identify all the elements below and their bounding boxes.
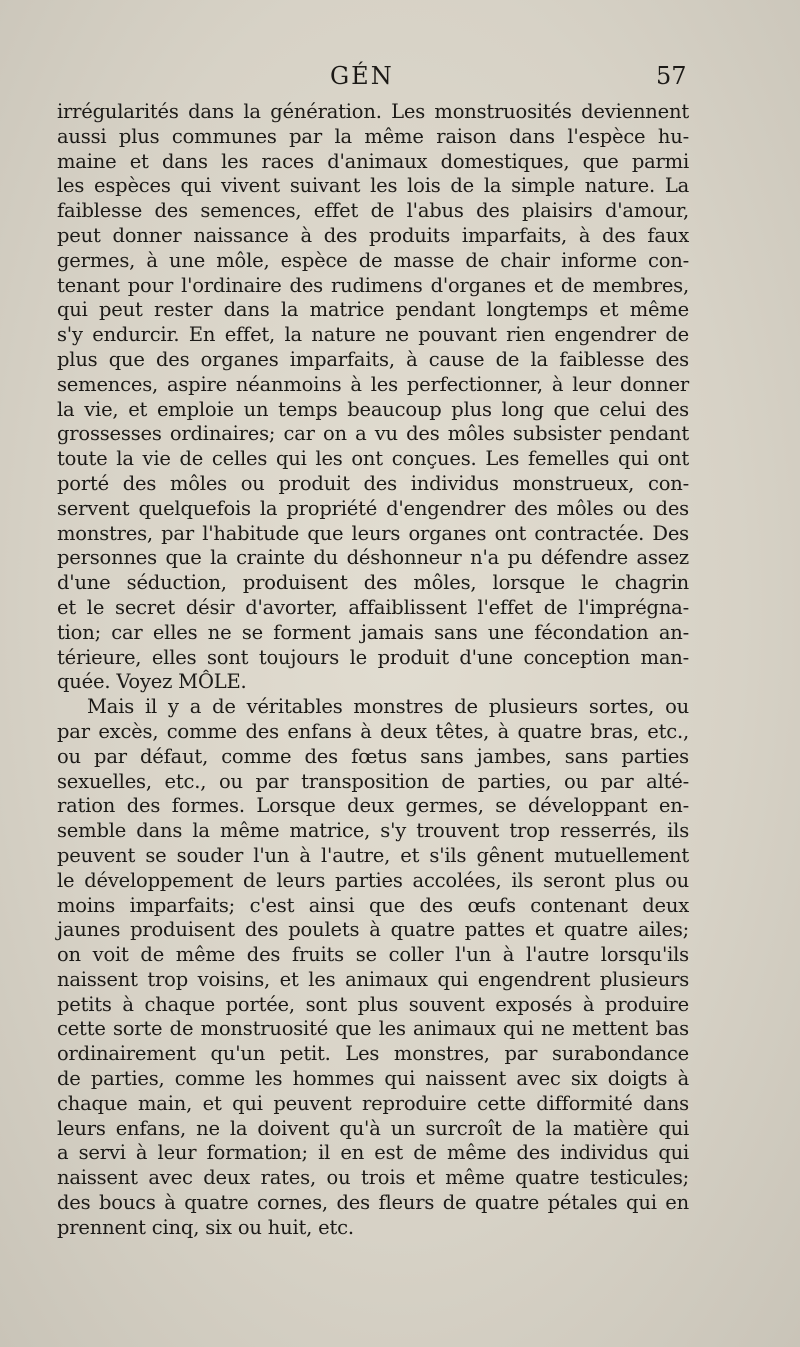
text-line: jaunes produisent des poulets à quatre pattes et quatre ailes; [57, 918, 689, 942]
text-line: tion; car elles ne se forment jamais sans une fécondation an- [57, 620, 689, 644]
text-line: des boucs à quatre cornes, des fleurs de quatre pétales qui en [57, 1191, 689, 1215]
text-line: leurs enfans, ne la doivent qu'à un surcroît de la matière qui [57, 1116, 689, 1140]
text-line: porté des môles ou produit des individus monstrueux, con- [57, 471, 689, 495]
text-line: les espèces qui vivent suivant les lois de la simple nature. La [57, 174, 689, 198]
page-header [0, 62, 800, 102]
text-line: prennent cinq, six ou huit, etc. [57, 1215, 354, 1239]
text-line: peut donner naissance à des produits imparfaits, à des faux [57, 223, 689, 247]
text-line: irrégularités dans la génération. Les monstruosités deviennent [57, 100, 689, 123]
page-number: 57 [656, 62, 687, 90]
text-line: faiblesse des semences, effet de l'abus des plaisirs d'amour, [57, 199, 689, 223]
text-line: cette sorte de monstruosité que les animaux qui ne mettent bas [57, 1017, 689, 1041]
text-line: aussi plus communes par la même raison dans l'espèce hu- [57, 124, 689, 148]
running-head: GÉN [330, 62, 394, 90]
text-line: par excès, comme des enfans à deux têtes, à quatre bras, etc., [57, 719, 689, 743]
text-line: ou par défaut, comme des fœtus sans jambes, sans parties [57, 744, 689, 768]
text-line: germes, à une môle, espèce de masse de chair informe con- [57, 248, 689, 272]
text-line: monstres, par l'habitude que leurs organes ont contractée. Des [57, 521, 689, 545]
text-line: ration des formes. Lorsque deux germes, se développant en- [57, 794, 689, 818]
text-line: quée. Voyez MÔLE. [57, 670, 247, 694]
text-line: Mais il y a de véritables monstres de plusieurs sortes, ou [87, 695, 689, 719]
text-line: toute la vie de celles qui les ont conçues. Les femelles qui ont [57, 447, 689, 471]
text-line: sexuelles, etc., ou par transposition de parties, ou par alté- [57, 769, 689, 793]
text-line: maine et dans les races d'animaux domestiques, que parmi [57, 149, 689, 173]
text-line: s'y endurcir. En effet, la nature ne pouvant rien engendrer de [57, 323, 689, 347]
text-line: naissent trop voisins, et les animaux qui engendrent plusieurs [57, 967, 689, 991]
text-line: moins imparfaits; c'est ainsi que des œufs contenant deux [57, 893, 689, 917]
text-line: on voit de même des fruits se coller l'un à l'autre lorsqu'ils [57, 943, 689, 967]
text-line: ordinairement qu'un petit. Les monstres, par surabondance [57, 1042, 689, 1066]
text-line: petits à chaque portée, sont plus souvent exposés à produire [57, 992, 689, 1016]
text-line: de parties, comme les hommes qui naissent avec six doigts à [57, 1067, 689, 1091]
text-line: peuvent se souder l'un à l'autre, et s'ils gênent mutuellement [57, 843, 689, 867]
body-text [57, 100, 689, 1241]
text-line: tenant pour l'ordinaire des rudimens d'organes et de membres, [57, 273, 689, 297]
text-line: semble dans la même matrice, s'y trouvent trop resserrés, ils [57, 819, 689, 843]
text-line: plus que des organes imparfaits, à cause de la faiblesse des [57, 347, 689, 371]
text-line: chaque main, et qui peuvent reproduire cette difformité dans [57, 1091, 689, 1115]
text-line: et le secret désir d'avorter, affaiblissent l'effet de l'imprégna- [57, 595, 689, 619]
text-line: d'une séduction, produisent des môles, lorsque le chagrin [57, 571, 689, 595]
text-line: le développement de leurs parties accolées, ils seront plus ou [57, 868, 689, 892]
text-line: la vie, et emploie un temps beaucoup plus long que celui des [57, 397, 689, 421]
text-line: qui peut rester dans la matrice pendant longtemps et même [57, 298, 689, 322]
text-line: térieure, elles sont toujours le produit d'une conception man- [57, 645, 689, 669]
text-line: a servi à leur formation; il en est de même des individus qui [57, 1141, 689, 1165]
text-line: servent quelquefois la propriété d'engendrer des môles ou des [57, 496, 689, 520]
text-line: semences, aspire néanmoins à les perfectionner, à leur donner [57, 372, 689, 396]
text-line: grossesses ordinaires; car on a vu des môles subsister pendant [57, 422, 689, 446]
text-line: naissent avec deux rates, ou trois et même quatre testicules; [57, 1166, 689, 1190]
text-line: personnes que la crainte du déshonneur n'a pu défendre assez [57, 546, 689, 570]
